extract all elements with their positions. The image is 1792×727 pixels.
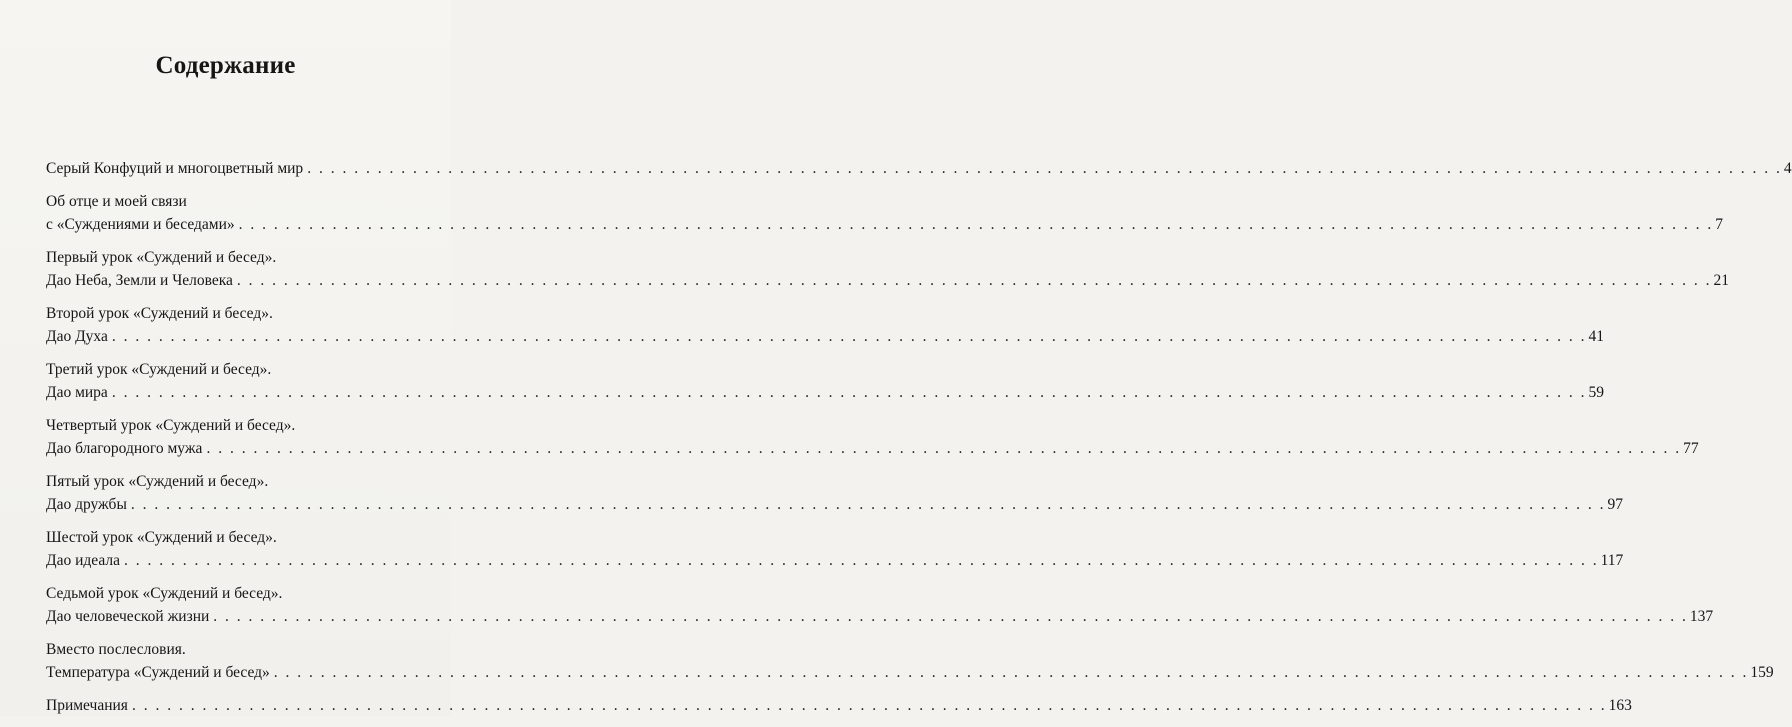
toc-entry-subtitle: Дао человеческой жизни: [46, 608, 210, 625]
toc-leader-dots: . . . . . . . . . . . . . . . . . . . . . . . . . . . . . . . . . . . . . . . . . . . . . . . . . . . . . . . . . . . . . . . . . . . . . . . . . . . . . . . . . . . . . . . . . . . . . . . . . . . . . . . . . . . . . . . . . . . . . . . . . . . . . .: [213, 608, 1688, 625]
toc-leader-dots: . . . . . . . . . . . . . . . . . . . . . . . . . . . . . . . . . . . . . . . . . . . . . . . . . . . . . . . . . . . . . . . . . . . . . . . . . . . . . . . . . . . . . . . . . . . . . . . . . . . . . . . . . . . . . . . . . . . . . . . . . . . . . .: [206, 440, 1682, 457]
toc-entry-subtitle: Дао Неба, Земли и Человека: [46, 272, 233, 289]
toc-entry: [46, 414, 1699, 460]
toc-leader-dots: . . . . . . . . . . . . . . . . . . . . . . . . . . . . . . . . . . . . . . . . . . . . . . . . . . . . . . . . . . . . . . . . . . . . . . . . . . . . . . . . . . . . . . . . . . . . . . . . . . . . . . . . . . . . . . . . . . . . . . . . . . . . . .: [307, 160, 1782, 177]
toc-entry: [46, 694, 1632, 717]
toc-entry-title: Серый Конфуций и многоцветный мир: [46, 160, 304, 177]
toc-entry: [46, 526, 1624, 572]
toc-leader-dots: . . . . . . . . . . . . . . . . . . . . . . . . . . . . . . . . . . . . . . . . . . . . . . . . . . . . . . . . . . . . . . . . . . . . . . . . . . . . . . . . . . . . . . . . . . . . . . . . . . . . . . . . . . . . . . . . . . . . . . . . . . . . . .: [131, 697, 1607, 714]
toc-leader-dots: . . . . . . . . . . . . . . . . . . . . . . . . . . . . . . . . . . . . . . . . . . . . . . . . . . . . . . . . . . . . . . . . . . . . . . . . . . . . . . . . . . . . . . . . . . . . . . . . . . . . . . . . . . . . . . . . . . . . . . . . . . . . . .: [123, 552, 1599, 569]
toc-leader-dots: . . . . . . . . . . . . . . . . . . . . . . . . . . . . . . . . . . . . . . . . . . . . . . . . . . . . . . . . . . . . . . . . . . . . . . . . . . . . . . . . . . . . . . . . . . . . . . . . . . . . . . . . . . . . . . . . . . . . . . . . . . . . . .: [238, 216, 1714, 233]
page-title: Содержание: [155, 52, 296, 79]
toc-leader-line: [46, 157, 1792, 180]
toc-entry-subtitle: Дао Духа: [46, 328, 108, 345]
toc-entry: [46, 470, 1623, 516]
toc-leader-dots: . . . . . . . . . . . . . . . . . . . . . . . . . . . . . . . . . . . . . . . . . . . . . . . . . . . . . . . . . . . . . . . . . . . . . . . . . . . . . . . . . . . . . . . . . . . . . . . . . . . . . . . . . . . . . . . . . . . . . . . . . . . . . .: [273, 664, 1749, 681]
toc-entry-subtitle: Дао дружбы: [46, 496, 127, 513]
toc-entry: [46, 246, 1730, 292]
toc-entry: [46, 638, 1774, 684]
toc-leader-line: [46, 661, 1774, 684]
toc-page-number: 97: [1607, 496, 1623, 513]
toc-entry: [46, 582, 1714, 628]
toc-leader-dots: . . . . . . . . . . . . . . . . . . . . . . . . . . . . . . . . . . . . . . . . . . . . . . . . . . . . . . . . . . . . . . . . . . . . . . . . . . . . . . . . . . . . . . . . . . . . . . . . . . . . . . . . . . . . . . . . . . . . . . . . . . . . . .: [130, 496, 1606, 513]
toc-page-number: 4: [1783, 160, 1792, 177]
toc-page-number: 137: [1689, 608, 1714, 625]
toc-entry-title-line: Третий урок «Суждений и бесед».: [46, 361, 272, 378]
toc-entry-subtitle: Дао идеала: [46, 552, 120, 569]
toc-entry-title-line: Второй урок «Суждений и бесед».: [46, 305, 273, 322]
toc-entry-title-line: Первый урок «Суждений и бесед».: [46, 249, 277, 266]
toc-page-number: 77: [1683, 440, 1699, 457]
toc-leader-dots: . . . . . . . . . . . . . . . . . . . . . . . . . . . . . . . . . . . . . . . . . . . . . . . . . . . . . . . . . . . . . . . . . . . . . . . . . . . . . . . . . . . . . . . . . . . . . . . . . . . . . . . . . . . . . . . . . . . . . . . . . . . . . .: [111, 328, 1587, 345]
toc-leader-line: [46, 213, 1724, 236]
toc-page-number: 7: [1715, 216, 1724, 233]
toc-entry-title-line: Вместо послесловия.: [46, 641, 186, 658]
toc-page-number: 159: [1750, 664, 1774, 681]
toc-entry: [46, 190, 1724, 236]
toc-leader-dots: . . . . . . . . . . . . . . . . . . . . . . . . . . . . . . . . . . . . . . . . . . . . . . . . . . . . . . . . . . . . . . . . . . . . . . . . . . . . . . . . . . . . . . . . . . . . . . . . . . . . . . . . . . . . . . . . . . . . . . . . . . . . . .: [111, 384, 1587, 401]
toc-leader-line: [46, 381, 1604, 404]
toc-entry-subtitle: Дао мира: [46, 384, 108, 401]
toc-leader-dots: . . . . . . . . . . . . . . . . . . . . . . . . . . . . . . . . . . . . . . . . . . . . . . . . . . . . . . . . . . . . . . . . . . . . . . . . . . . . . . . . . . . . . . . . . . . . . . . . . . . . . . . . . . . . . . . . . . . . . . . . . . . . . .: [236, 272, 1712, 289]
toc-entry-subtitle: с «Суждениями и беседами»: [46, 216, 235, 233]
toc-entry: [46, 157, 1792, 180]
toc-page-number: 21: [1713, 272, 1730, 289]
toc-page-number: 163: [1608, 697, 1632, 714]
toc-entry-title-line: Седьмой урок «Суждений и бесед».: [46, 585, 283, 602]
table-of-contents: [46, 157, 1792, 727]
toc-leader-line: [46, 605, 1714, 628]
toc-entry-subtitle: Дао благородного мужа: [46, 440, 203, 457]
toc-entry-title-line: Шестой урок «Суждений и бесед».: [46, 529, 277, 546]
toc-entry-title-line: Пятый урок «Суждений и бесед».: [46, 473, 269, 490]
toc-page-number: 59: [1588, 384, 1604, 401]
toc-entry: [46, 302, 1604, 348]
toc-leader-line: [46, 694, 1632, 717]
toc-leader-line: [46, 437, 1699, 460]
toc-entry-title-line: Об отце и моей связи: [46, 193, 187, 210]
toc-entry-title: Примечания: [46, 697, 128, 714]
toc-entry-subtitle: Температура «Суждений и бесед»: [46, 664, 270, 681]
toc-page-number: 41: [1588, 328, 1604, 345]
toc-leader-line: [46, 325, 1604, 348]
toc-leader-line: [46, 493, 1623, 516]
toc-entry: [46, 358, 1604, 404]
toc-leader-line: [46, 549, 1624, 572]
toc-entry-title-line: Четвертый урок «Суждений и бесед».: [46, 417, 296, 434]
toc-leader-line: [46, 269, 1730, 292]
toc-page-number: 117: [1600, 552, 1624, 569]
